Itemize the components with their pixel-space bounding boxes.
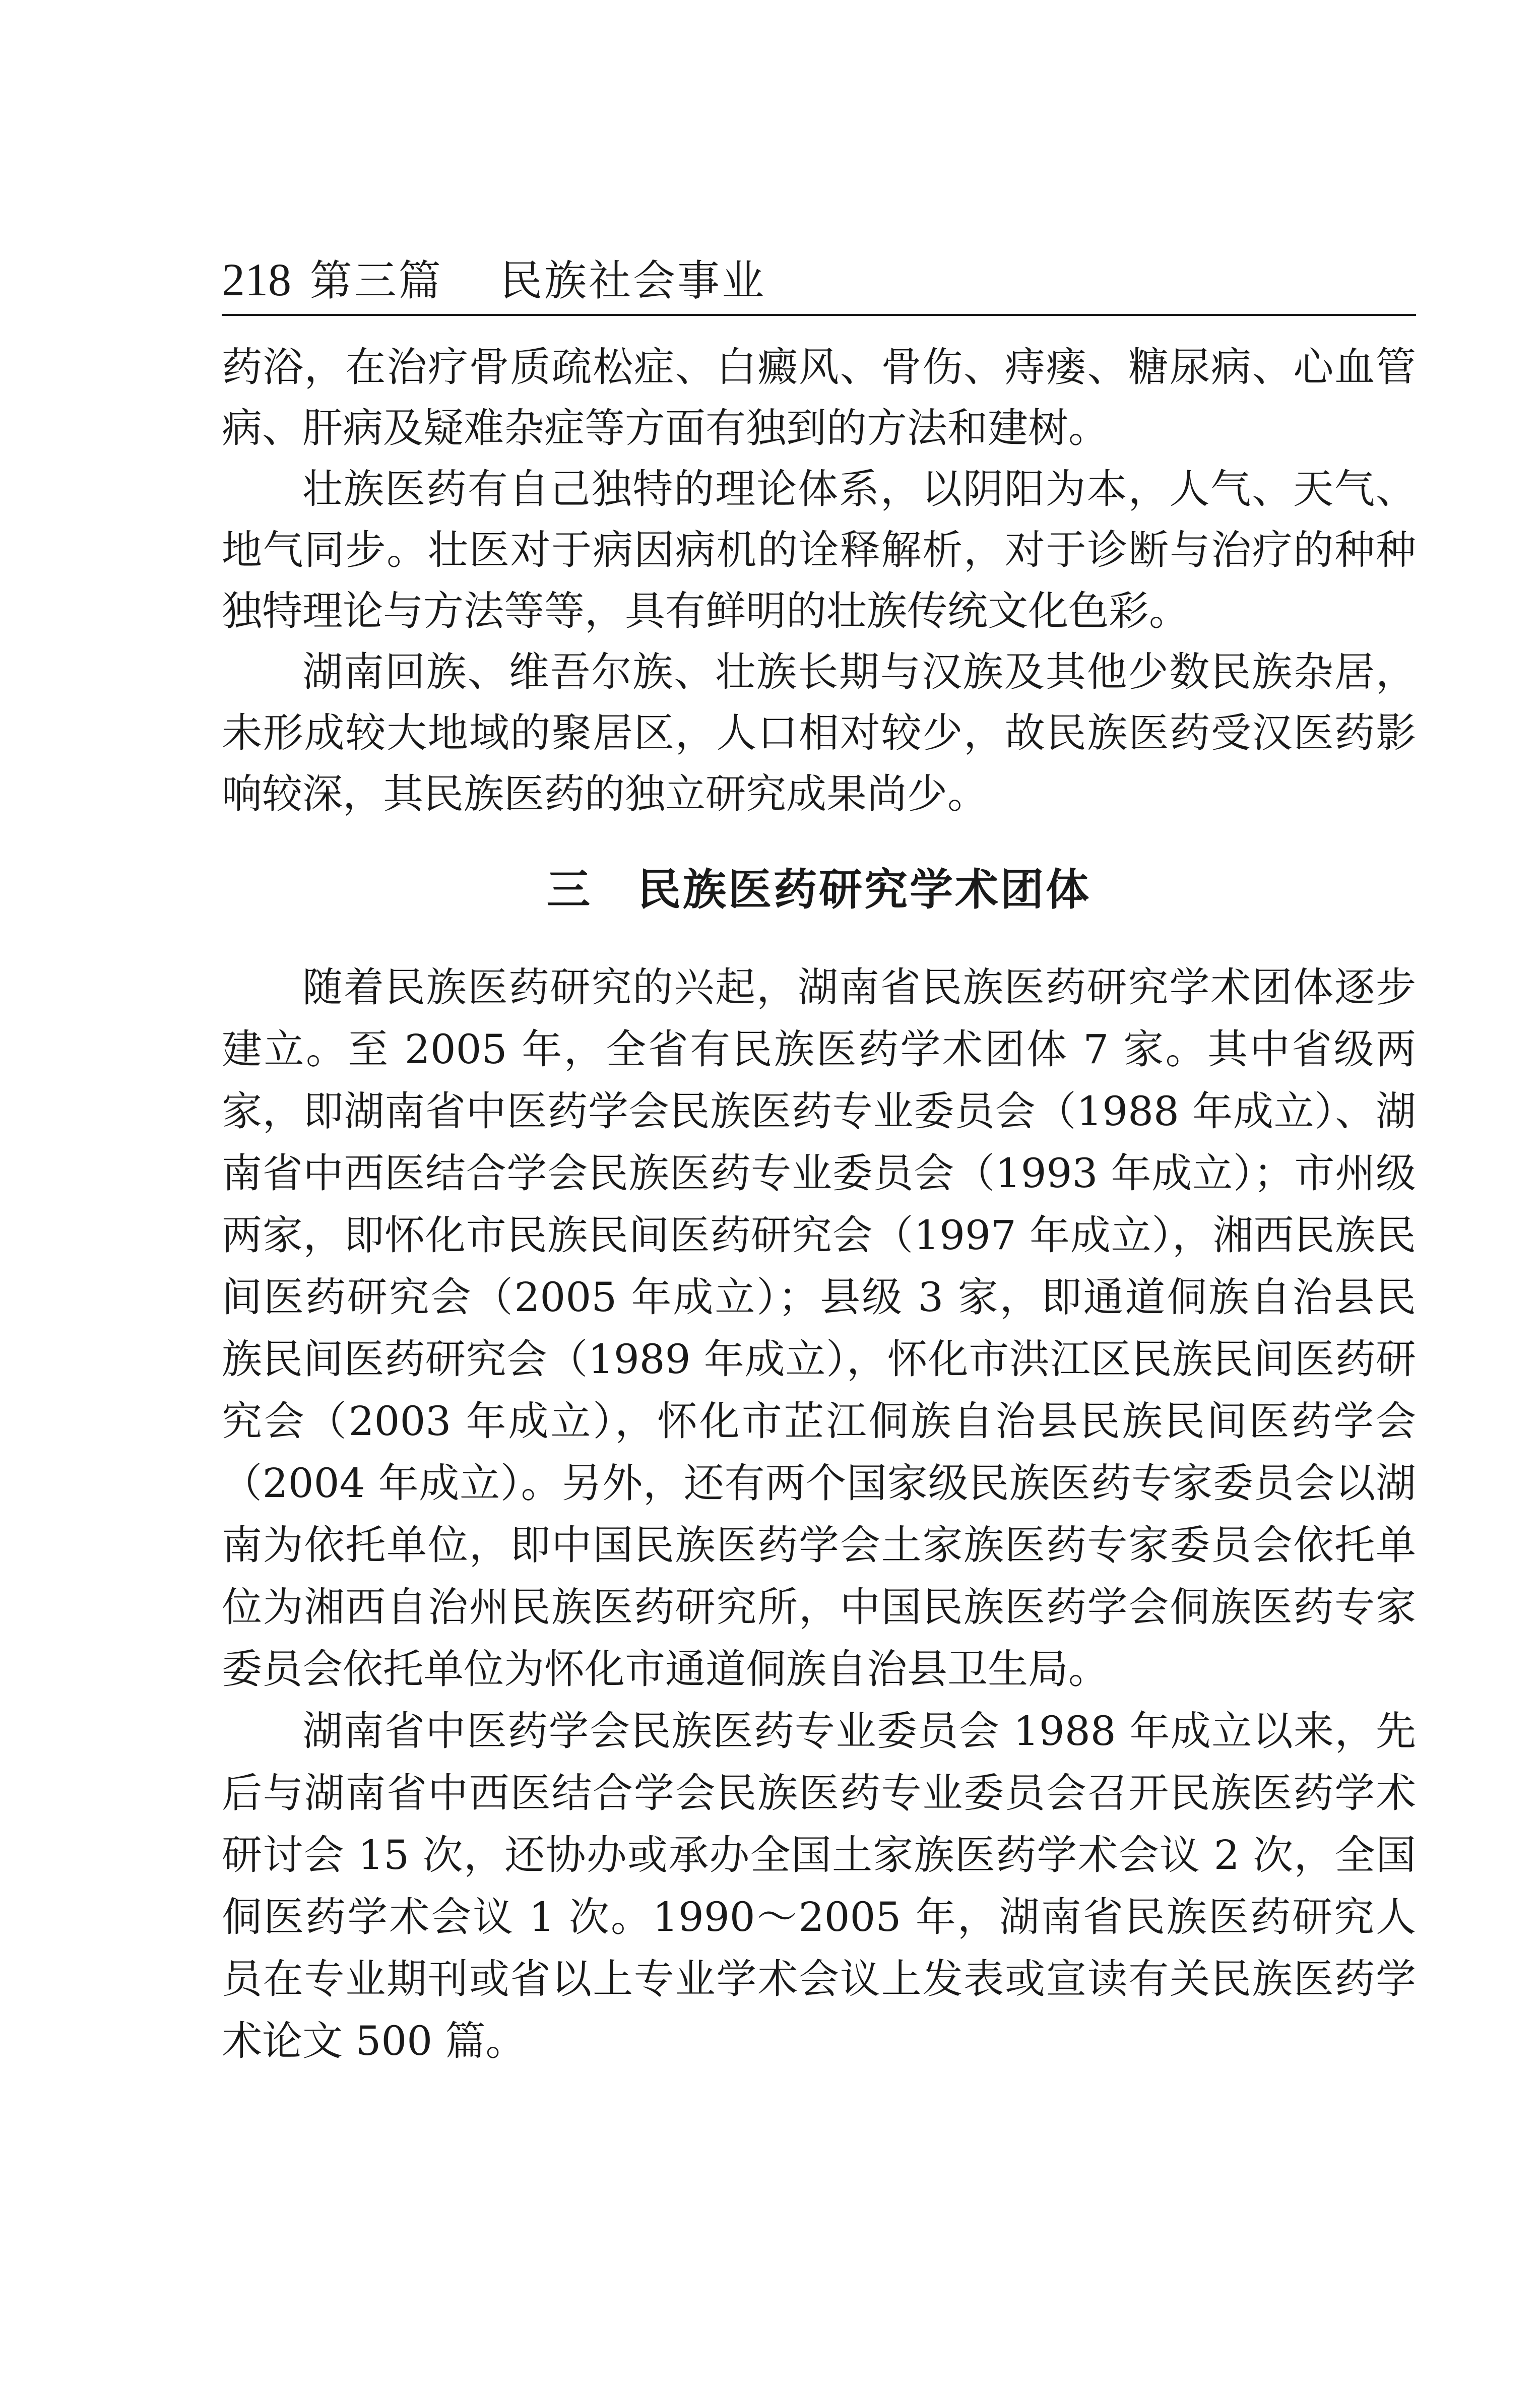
paragraph: 湖南省中医药学会民族医药专业委员会 1988 年成立以来，先后与湖南省中西医结合学会民族医药专业委员会召开民族医药学术研讨会 15 次，还协办或承办全国土家族医药学术会议 2 次，全国侗医药学术会议 1 次。1990～2005 年，湖南省民族医药研究人员在专业期刊或省以上专业学术会议上发表或宣读有关民族医药学术论文 500 篇。 <box>222 1708 1416 2064</box>
section-number: 三 <box>547 865 592 915</box>
part-title: 民族社会事业 <box>500 256 766 305</box>
section-heading <box>222 861 1416 919</box>
paragraph: 湖南回族、维吾尔族、壮族长期与汉族及其他少数民族杂居，未形成较大地域的聚居区，人口相对较少，故民族医药受汉医药影响较深，其民族医药的独立研究成果尚少。 <box>222 648 1416 817</box>
page-number: 218 <box>222 254 291 305</box>
page-body <box>222 337 1416 2072</box>
page-header <box>222 254 1416 316</box>
paragraph: 壮族医药有自己独特的理论体系，以阴阳为本，人气、天气、地气同步。壮医对于病因病机的诠释解析，对于诊断与治疗的种种独特理论与方法等等，具有鲜明的壮族传统文化色彩。 <box>222 466 1416 634</box>
paragraph-continued: 药浴，在治疗骨质疏松症、白癜风、骨伤、痔瘘、糖尿病、心血管病、肝病及疑难杂症等方面有独到的方法和建树。 <box>222 344 1416 451</box>
paragraph: 随着民族医药研究的兴起，湖南省民族医药研究学术团体逐步建立。至 2005 年，全省有民族医药学术团体 7 家。其中省级两家，即湖南省中医药学会民族医药专业委员会（1988 年成立）、湖南省中西医结合学会民族医药专业委员会（1993 年成立）；市州级两家，即怀化市民族民间医药研究会（1997 年成立），湘西民族民间医药研究会（2005 年成立）；县级 3 家，即通道侗族自治县民族民间医药研究会（1989 年成立），怀化市洪江区民族民间医药研究会（2003 年成立），怀化市芷江侗族自治县民族民间医药学会（2004 年成立）。另外，还有两个国家级民族医药专家委员会以湖南为依托单位，即中国民族医药学会土家族医药专家委员会依托单位为湘西自治州民族医药研究所，中国民族医药学会侗族医药专家委员会依托单位为怀化市通道侗族自治县卫生局。 <box>222 964 1416 1693</box>
section-title: 民族医药研究学术团体 <box>637 865 1091 915</box>
part-label: 第三篇 <box>309 256 443 305</box>
section-body <box>222 956 1416 2072</box>
